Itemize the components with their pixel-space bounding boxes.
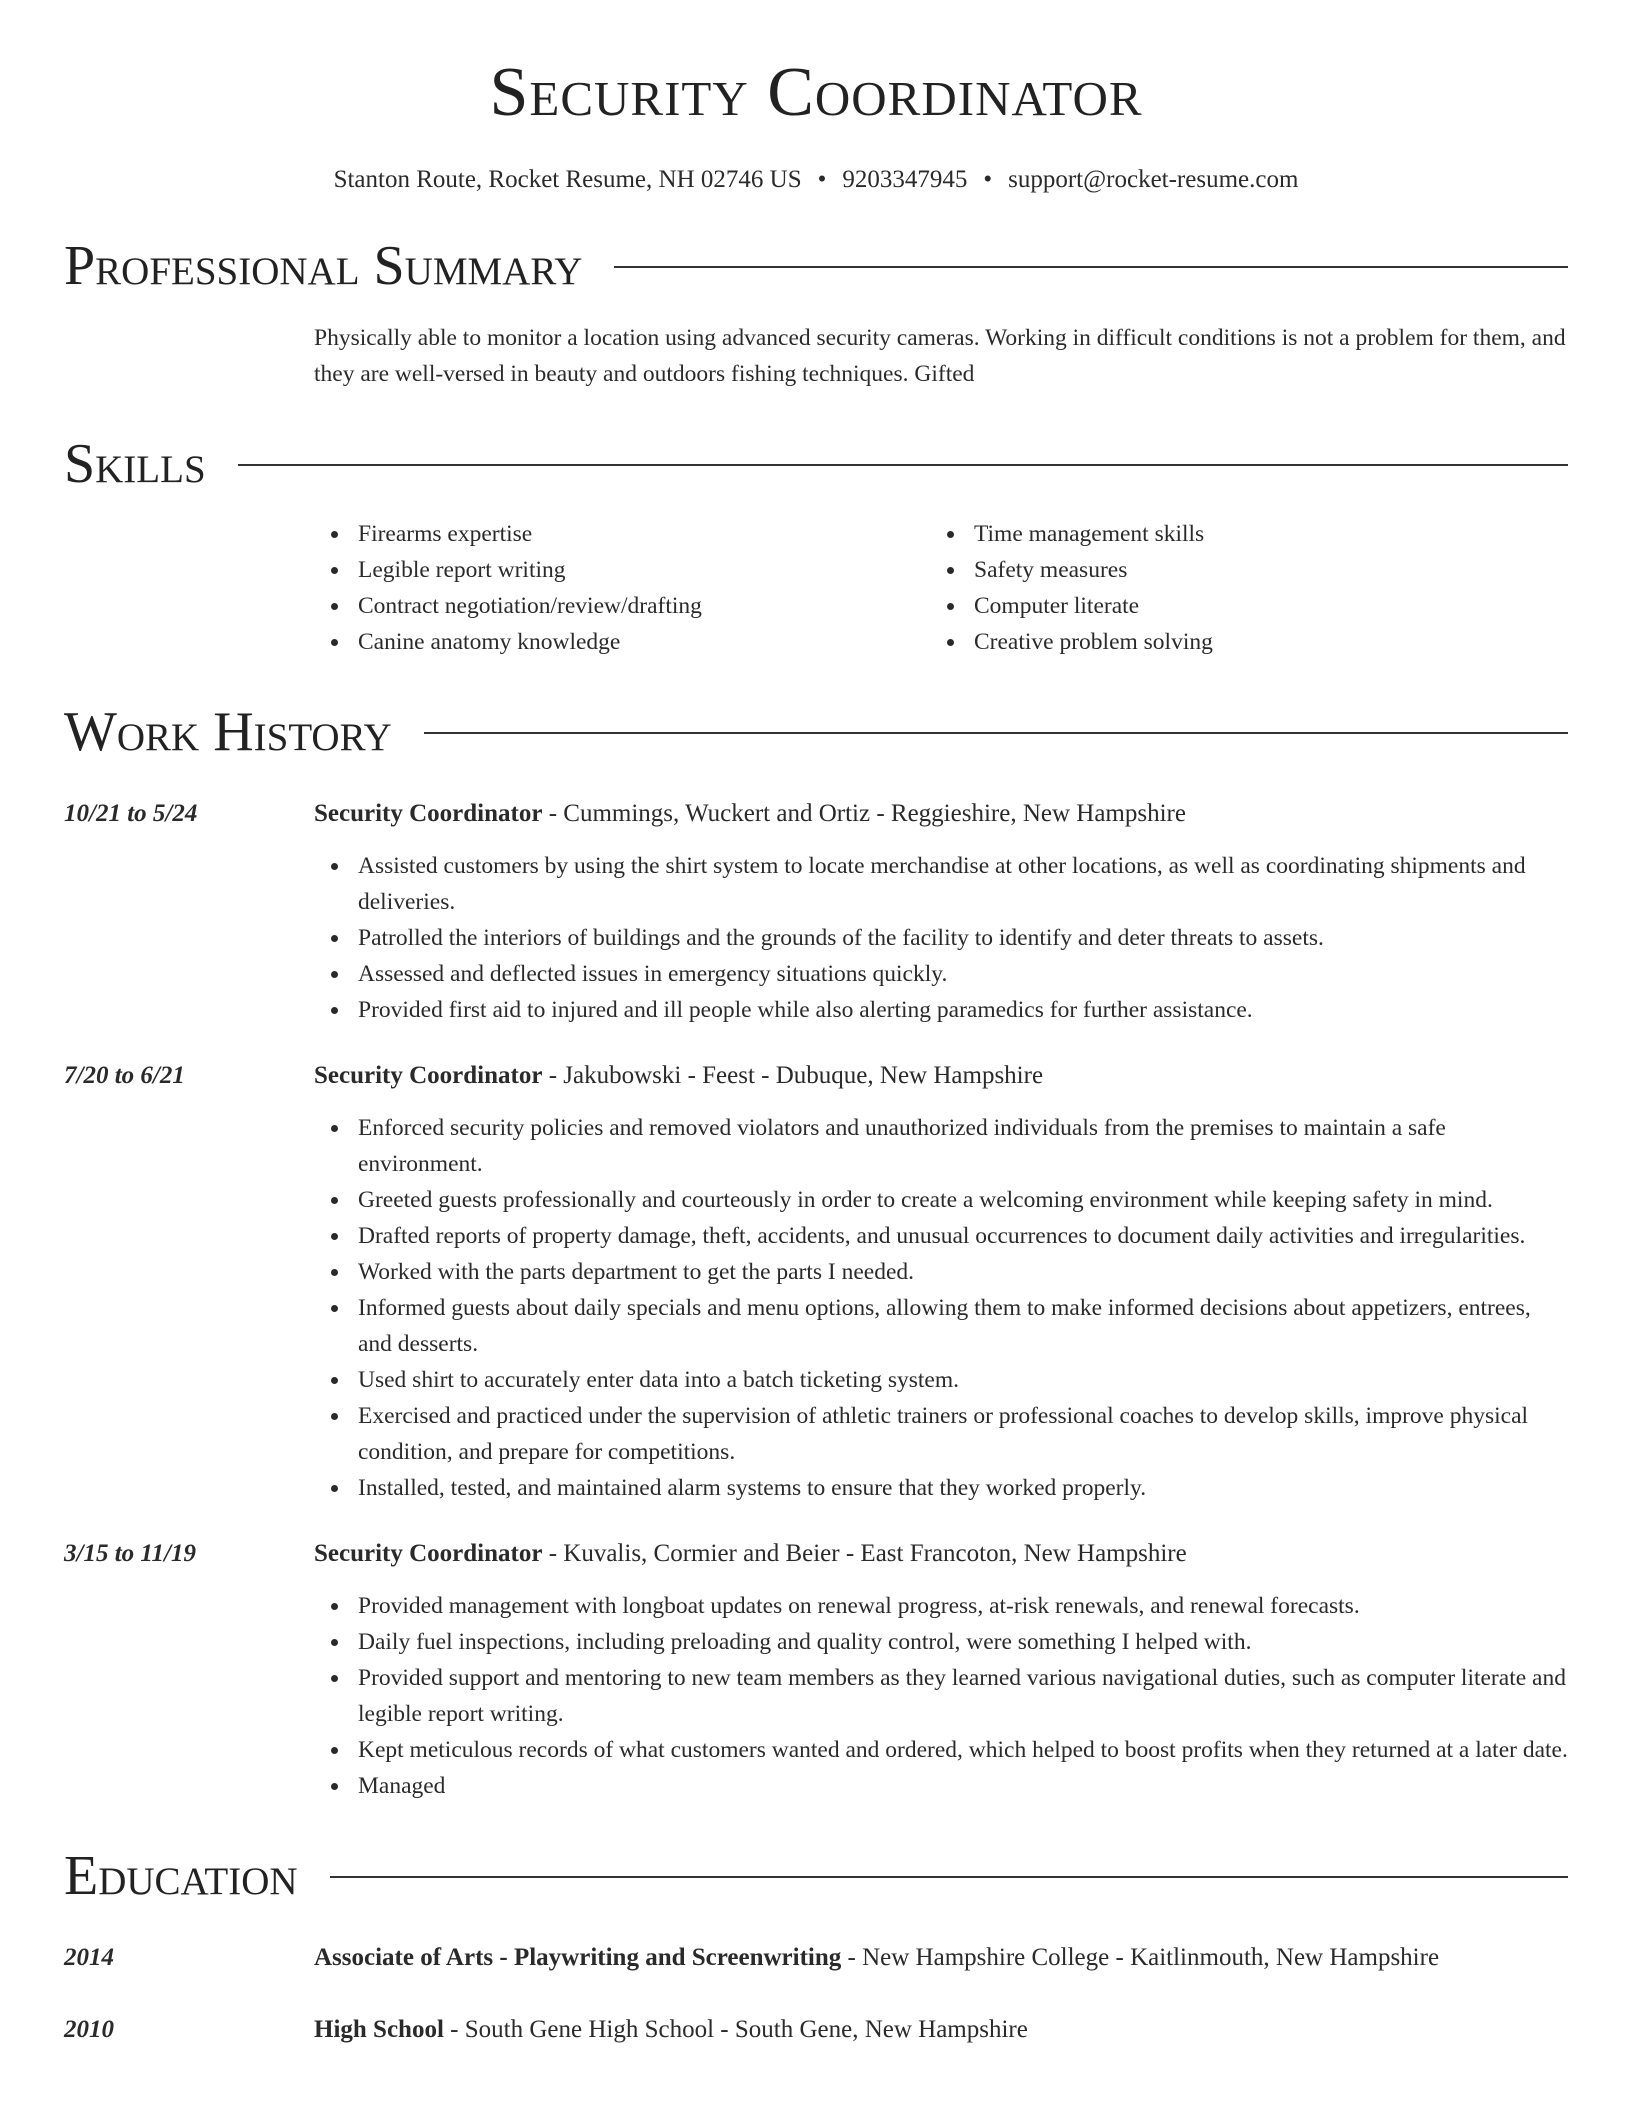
skills-column-2 [930, 516, 1546, 660]
skill-item: Safety measures [930, 552, 1546, 588]
job-dates: 7/20 to 6/21 [64, 1062, 185, 1089]
job-entry-2 [64, 1058, 1568, 1506]
section-divider [424, 732, 1568, 734]
education-entry-2 [64, 2012, 1568, 2048]
contact-line [64, 166, 1568, 194]
job-heading-line [314, 1536, 1187, 1572]
job-employer: - Jakubowski - Feest - Dubuque, New Hampshire [542, 1062, 1044, 1089]
education-section-header [64, 1845, 1568, 1907]
work-section-header [64, 701, 1568, 763]
summary-text: Physically able to monitor a location using advanced security cameras. Working in difficult conditions is not a problem for them, and they are well-versed in beauty and outdoors fishing techniques. Gifted [314, 325, 1566, 387]
job-bullet: Informed guests about daily specials and menu options, allowing them to make informed decisions about appetizers, entrees, and desserts. [314, 1290, 1568, 1362]
job-bullets [314, 1588, 1568, 1804]
education-entry-1 [64, 1940, 1568, 1976]
summary-section-header [64, 235, 1568, 297]
contact-address: Stanton Route, Rocket Resume, NH 02746 US [333, 166, 802, 193]
skill-item: Creative problem solving [930, 624, 1546, 660]
education-degree: Associate of Arts - Playwriting and Screenwriting [314, 1944, 842, 1971]
job-bullet: Provided support and mentoring to new team members as they learned various navigational duties, such as computer literate and legible report writing. [314, 1660, 1568, 1732]
job-bullet: Installed, tested, and maintained alarm systems to ensure that they worked properly. [314, 1470, 1568, 1506]
job-header [64, 796, 1568, 832]
job-bullet: Greeted guests professionally and courteously in order to create a welcoming environment while keeping safety in mind. [314, 1182, 1568, 1218]
job-entry-1 [64, 796, 1568, 1028]
contact-phone: 9203347945 [842, 166, 968, 193]
job-title: Security Coordinator [314, 1062, 543, 1089]
job-bullet: Assessed and deflected issues in emergency situations quickly. [314, 956, 1568, 992]
job-title: Security Coordinator [314, 800, 543, 827]
resume-name: Security Coordinator [489, 54, 1143, 131]
work-heading: Work History [64, 701, 392, 763]
education-school: - New Hampshire College - Kaitlinmouth, New Hampshire [841, 1944, 1440, 1971]
job-bullet: Provided first aid to injured and ill people while also alerting paramedics for further assistance. [314, 992, 1568, 1028]
education-year: 2014 [64, 1944, 114, 1971]
job-entry-3 [64, 1536, 1568, 1804]
job-dates: 10/21 to 5/24 [64, 800, 198, 827]
job-bullet: Exercised and practiced under the supervision of athletic trainers or professional coaches to develop skills, improve physical condition, and prepare for competitions. [314, 1398, 1568, 1470]
job-bullet: Patrolled the interiors of buildings and the grounds of the facility to identify and deter threats to assets. [314, 920, 1568, 956]
job-bullet: Provided management with longboat updates on renewal progress, at-risk renewals, and renewal forecasts. [314, 1588, 1568, 1624]
job-employer: - Kuvalis, Cormier and Beier - East Francoton, New Hampshire [542, 1540, 1187, 1567]
education-degree: High School [314, 2016, 444, 2043]
skills-column-1 [314, 516, 930, 660]
job-bullet: Kept meticulous records of what customers wanted and ordered, which helped to boost profits when they returned at a later date. [314, 1732, 1568, 1768]
job-bullets [314, 1110, 1568, 1506]
skill-item: Canine anatomy knowledge [314, 624, 930, 660]
job-bullet: Managed [314, 1768, 1568, 1804]
skill-item: Firearms expertise [314, 516, 930, 552]
job-header [64, 1536, 1568, 1572]
education-heading: Education [64, 1845, 298, 1907]
summary-heading: Professional Summary [64, 235, 583, 297]
job-header [64, 1058, 1568, 1094]
job-bullet: Enforced security policies and removed violators and unauthorized individuals from the premises to maintain a safe environment. [314, 1110, 1568, 1182]
education-heading-line [314, 2012, 1028, 2048]
skills-section-header [64, 433, 1568, 495]
job-title: Security Coordinator [314, 1540, 543, 1567]
skills-heading: Skills [64, 433, 206, 495]
contact-separator: • [817, 166, 827, 193]
skill-item: Legible report writing [314, 552, 930, 588]
job-bullet: Drafted reports of property damage, theft, accidents, and unusual occurrences to document daily activities and irregularities. [314, 1218, 1568, 1254]
skills-list [314, 516, 1568, 660]
contact-separator: • [983, 166, 993, 193]
skill-item: Computer literate [930, 588, 1546, 624]
job-bullet: Assisted customers by using the shirt system to locate merchandise at other locations, as well as coordinating shipments and deliveries. [314, 848, 1568, 920]
section-divider [614, 266, 1568, 268]
skill-item: Contract negotiation/review/drafting [314, 588, 930, 624]
contact-email: support@rocket-resume.com [1008, 166, 1299, 193]
job-bullet: Used shirt to accurately enter data into a batch ticketing system. [314, 1362, 1568, 1398]
job-heading-line [314, 796, 1186, 832]
section-divider [330, 1876, 1568, 1878]
education-year: 2010 [64, 2016, 114, 2043]
education-school: - South Gene High School - South Gene, New Hampshire [443, 2016, 1028, 2043]
job-dates: 3/15 to 11/19 [64, 1540, 196, 1567]
education-heading-line [314, 1940, 1439, 1976]
job-employer: - Cummings, Wuckert and Ortiz - Reggieshire, New Hampshire [542, 800, 1186, 827]
job-bullets [314, 848, 1568, 1028]
skill-item: Time management skills [930, 516, 1546, 552]
job-bullet: Daily fuel inspections, including preloading and quality control, were something I helped with. [314, 1624, 1568, 1660]
job-bullet: Worked with the parts department to get the parts I needed. [314, 1254, 1568, 1290]
job-heading-line [314, 1058, 1043, 1094]
section-divider [238, 464, 1568, 466]
